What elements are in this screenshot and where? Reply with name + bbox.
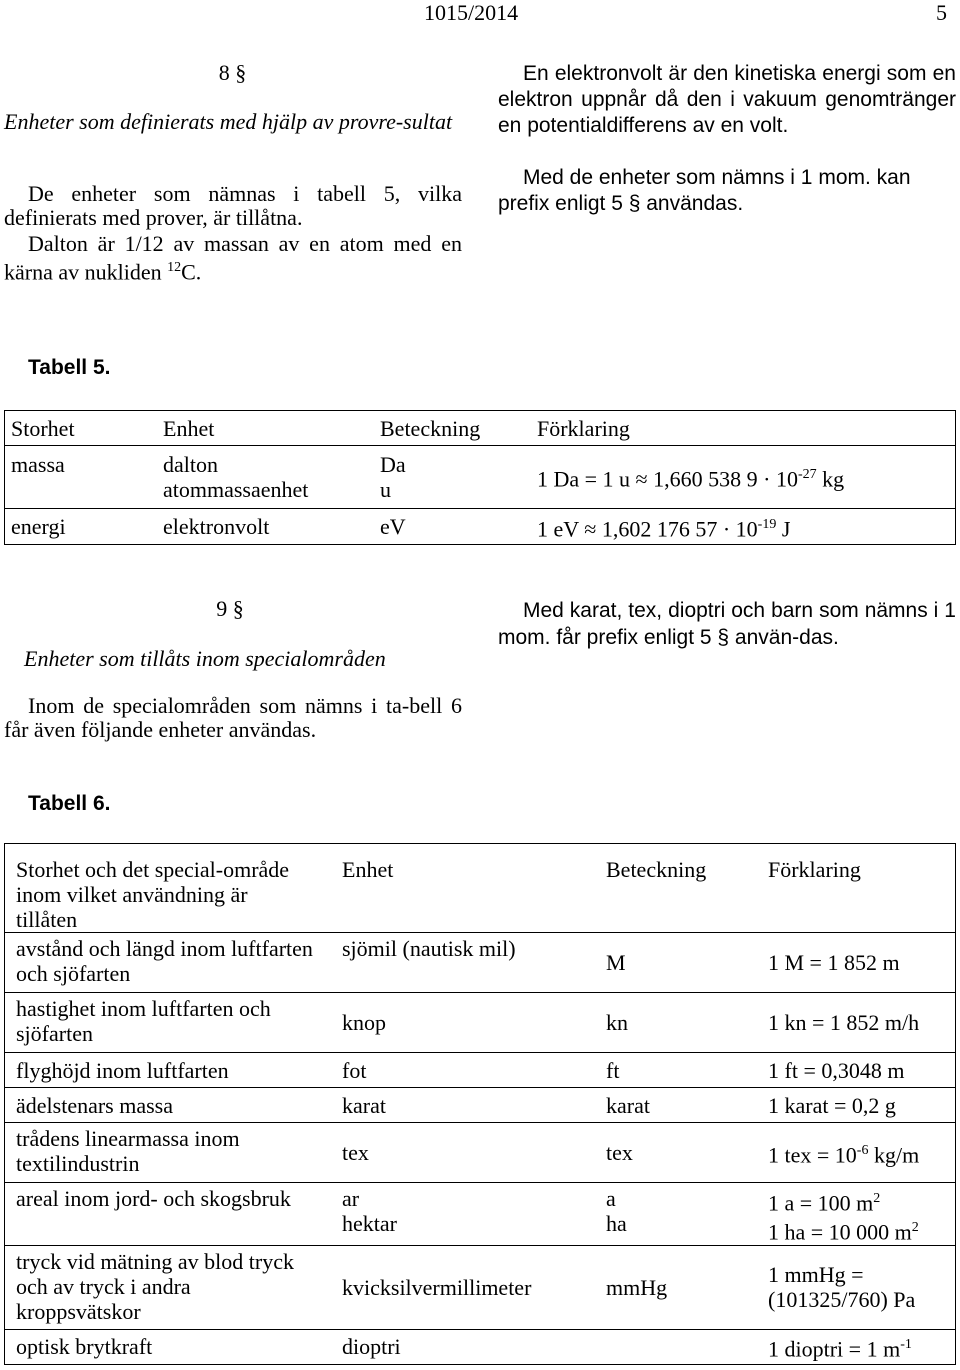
cell-forklaring: 1 M = 1 852 m bbox=[762, 933, 956, 993]
cell-storhet: ädelstenars massa bbox=[5, 1088, 321, 1123]
section-8-title: Enheter som definierats med hjälp av provre-sultat bbox=[4, 109, 453, 134]
section-9-number: 9 § bbox=[216, 596, 244, 621]
cell-forklaring: 1 karat = 0,2 g bbox=[762, 1088, 956, 1123]
cell-storhet: optisk brytkraft bbox=[5, 1329, 321, 1364]
cell-enhet: karat bbox=[320, 1088, 600, 1123]
table-row bbox=[5, 1123, 956, 1183]
column-header: Storhet bbox=[5, 411, 158, 446]
cell-beteckning: mmHg bbox=[600, 1245, 762, 1329]
section-8-paragraph-1: De enheter som nämnas i tabell 5, vilka definierats med prover, är tillåtna. bbox=[4, 181, 462, 230]
cell-beteckning bbox=[600, 1329, 762, 1364]
cell-beteckning: a ha bbox=[600, 1183, 762, 1246]
cell-beteckning: karat bbox=[600, 1088, 762, 1123]
cell-enhet: dioptri bbox=[320, 1329, 600, 1364]
table-6-caption: Tabell 6. bbox=[28, 792, 111, 815]
cell-enhet: kvicksilvermillimeter bbox=[320, 1245, 600, 1329]
table-row bbox=[5, 1053, 956, 1088]
cell-beteckning: ft bbox=[600, 1053, 762, 1088]
cell-forklaring: 1 mmHg = (101325/760) Pa bbox=[762, 1245, 956, 1329]
column-header: Storhet och det special-område inom vilket användning är tillåten bbox=[5, 844, 321, 933]
page-number: 5 bbox=[936, 0, 947, 25]
cell-storhet: massa bbox=[5, 446, 158, 509]
table-row bbox=[5, 1329, 956, 1364]
column-header: Förklaring bbox=[531, 411, 956, 446]
cell-storhet: avstånd och längd inom luftfarten och sjöfarten bbox=[5, 933, 321, 993]
cell-enhet: elektronvolt bbox=[157, 509, 374, 545]
section-9-paragraph: Inom de specialområden som nämns i ta-bell 6 får även följande enheter användas. bbox=[4, 693, 462, 742]
column-header: Enhet bbox=[157, 411, 374, 446]
column-header: Enhet bbox=[320, 844, 600, 933]
table-row bbox=[5, 993, 956, 1053]
column-header: Beteckning bbox=[600, 844, 762, 933]
cell-forklaring: 1 ft = 0,3048 m bbox=[762, 1053, 956, 1088]
document-number: 1015/2014 bbox=[424, 0, 519, 25]
cell-enhet: tex bbox=[320, 1123, 600, 1183]
section-9-title: Enheter som tillåts inom specialområden bbox=[24, 646, 386, 671]
section-9-right-paragraph: Med karat, tex, dioptri och barn som nämns i 1 mom. får prefix enligt 5 § använ-das. bbox=[498, 599, 956, 649]
cell-forklaring: 1 a = 100 $m^2$ 1 ha = 10 000 $m^2$ bbox=[762, 1183, 956, 1246]
cell-enhet: knop bbox=[320, 993, 600, 1053]
cell-enhet: dalton atommassaenhet bbox=[157, 446, 374, 509]
column-header: Beteckning bbox=[374, 411, 531, 446]
section-8-number: 8 § bbox=[218, 60, 247, 85]
cell-storhet: flyghöjd inom luftfarten bbox=[5, 1053, 321, 1088]
cell-beteckning: M bbox=[600, 933, 762, 993]
column-header: Förklaring bbox=[762, 844, 956, 933]
cell-forklaring: 1 eV ≈ 1,602 176 $57 \cdot 10^{-19}$ J bbox=[531, 509, 956, 545]
table-row bbox=[5, 446, 956, 509]
cell-beteckning: Da u bbox=[374, 446, 531, 509]
cell-beteckning: tex bbox=[600, 1123, 762, 1183]
cell-beteckning: kn bbox=[600, 993, 762, 1053]
table-row bbox=[5, 1088, 956, 1123]
cell-storhet: energi bbox=[5, 509, 158, 545]
cell-forklaring: 1 Da = 1 u ≈ 1,660 538 $9 \cdot 10^{-27}$ kg bbox=[531, 446, 956, 509]
cell-forklaring: 1 dioptri = 1 $m^{-1}$ bbox=[762, 1329, 956, 1364]
cell-forklaring: 1 tex = $10^{-6}$ kg/m bbox=[762, 1123, 956, 1183]
electronvolt-definition: En elektronvolt är den kinetiska energi som en elektron uppnår då den i vakuum genomtränger en potentialdifferens av en volt. bbox=[498, 62, 956, 137]
cell-enhet: fot bbox=[320, 1053, 600, 1088]
table-row bbox=[5, 933, 956, 993]
table-5-caption: Tabell 5. bbox=[28, 356, 111, 379]
cell-forklaring: 1 kn = 1 852 m/h bbox=[762, 993, 956, 1053]
table-6 bbox=[4, 843, 956, 1365]
cell-enhet: sjömil (nautisk mil) bbox=[320, 933, 600, 993]
cell-storhet: hastighet inom luftfarten och sjöfarten bbox=[5, 993, 321, 1053]
prefix-note: Med de enheter som nämns i 1 mom. kan prefix enligt 5 § användas. bbox=[498, 166, 911, 215]
section-8-paragraph-2: Dalton är 1/12 av massan av en atom med en kärna av nukliden $^{12}$C. bbox=[4, 231, 462, 285]
cell-storhet: tryck vid mätning av blod tryck och av tryck i andra kroppsvätskor bbox=[5, 1245, 321, 1329]
table-row bbox=[5, 509, 956, 545]
table-header-row bbox=[5, 411, 956, 446]
table-row bbox=[5, 1245, 956, 1329]
cell-beteckning: eV bbox=[374, 509, 531, 545]
cell-storhet: trådens linearmassa inom textilindustrin bbox=[5, 1123, 321, 1183]
cell-enhet: ar hektar bbox=[320, 1183, 600, 1246]
table-row bbox=[5, 1183, 956, 1246]
table-5 bbox=[4, 410, 956, 545]
table-header-row bbox=[5, 844, 956, 933]
cell-storhet: areal inom jord- och skogsbruk bbox=[5, 1183, 321, 1246]
